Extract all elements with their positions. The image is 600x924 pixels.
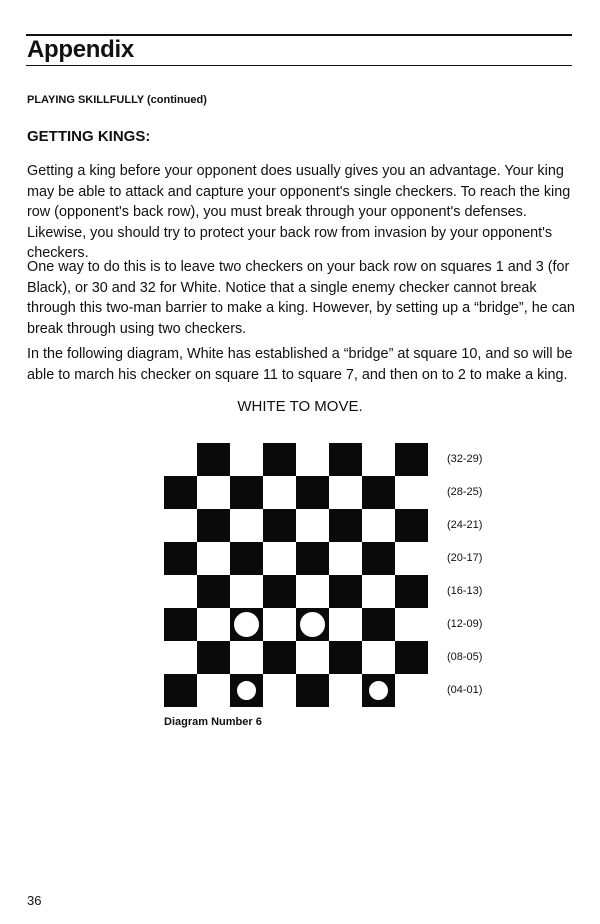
dark-square xyxy=(329,575,362,608)
diagram-caption: Diagram Number 6 xyxy=(164,716,262,728)
page-number: 36 xyxy=(27,893,42,908)
dark-square xyxy=(329,641,362,674)
dark-square xyxy=(395,641,428,674)
dark-square xyxy=(230,542,263,575)
dark-square xyxy=(395,509,428,542)
row-label: (28-25) xyxy=(447,486,483,498)
dark-square xyxy=(296,674,329,707)
dark-square xyxy=(329,509,362,542)
dark-square xyxy=(395,443,428,476)
dark-square xyxy=(164,542,197,575)
move-label: WHITE TO MOVE. xyxy=(237,398,363,415)
row-label: (08-05) xyxy=(447,651,483,663)
dark-square xyxy=(362,476,395,509)
dark-square xyxy=(197,641,230,674)
dark-square xyxy=(164,608,197,641)
row-label: (24-21) xyxy=(447,519,483,531)
dark-square xyxy=(197,443,230,476)
ringed-checker xyxy=(232,676,261,705)
section-label: PLAYING SKILLFULLY (continued) xyxy=(27,94,207,106)
dark-square xyxy=(362,542,395,575)
dark-square xyxy=(329,443,362,476)
subheading: GETTING KINGS: xyxy=(27,128,151,145)
page-title: Appendix xyxy=(27,36,134,63)
white-checker xyxy=(298,610,327,639)
header-rule-bottom xyxy=(26,65,572,66)
paragraph-2: One way to do this is to leave two checkers on your back row on squares 1 and 3 (for Black), or 30 and 32 for White. Notice that a single enemy checker cannot break through this two-man barrier to make a king. However, by setting up a “bridge”, he can break through using two checkers. xyxy=(27,259,575,337)
dark-square xyxy=(296,542,329,575)
dark-square xyxy=(263,443,296,476)
dark-square xyxy=(263,575,296,608)
row-label: (12-09) xyxy=(447,618,483,630)
dark-square xyxy=(263,641,296,674)
row-label: (16-13) xyxy=(447,585,483,597)
dark-square xyxy=(230,476,263,509)
row-label: (32-29) xyxy=(447,453,483,465)
dark-square xyxy=(164,674,197,707)
dark-square xyxy=(164,476,197,509)
ringed-checker xyxy=(364,676,393,705)
row-label: (04-01) xyxy=(447,684,483,696)
paragraph-1: Getting a king before your opponent does usually gives you an advantage. Your king may be able to attack and capture your opponent's single checkers. To reach the king row (opponent's back row), you must break through your opponent's defenses. Likewise, you should try to protect your back row from invasion by your opponent's checkers. xyxy=(27,163,571,261)
dark-square xyxy=(263,509,296,542)
paragraph-3: In the following diagram, White has established a “bridge” at square 10, and so will be able to march his checker on square 11 to square 7, and then on to 2 to make a king. xyxy=(27,346,573,383)
dark-square xyxy=(296,476,329,509)
checkerboard-diagram xyxy=(164,443,428,707)
dark-square xyxy=(395,575,428,608)
row-label: (20-17) xyxy=(447,552,483,564)
dark-square xyxy=(362,608,395,641)
white-checker xyxy=(232,610,261,639)
dark-square xyxy=(197,575,230,608)
dark-square xyxy=(197,509,230,542)
